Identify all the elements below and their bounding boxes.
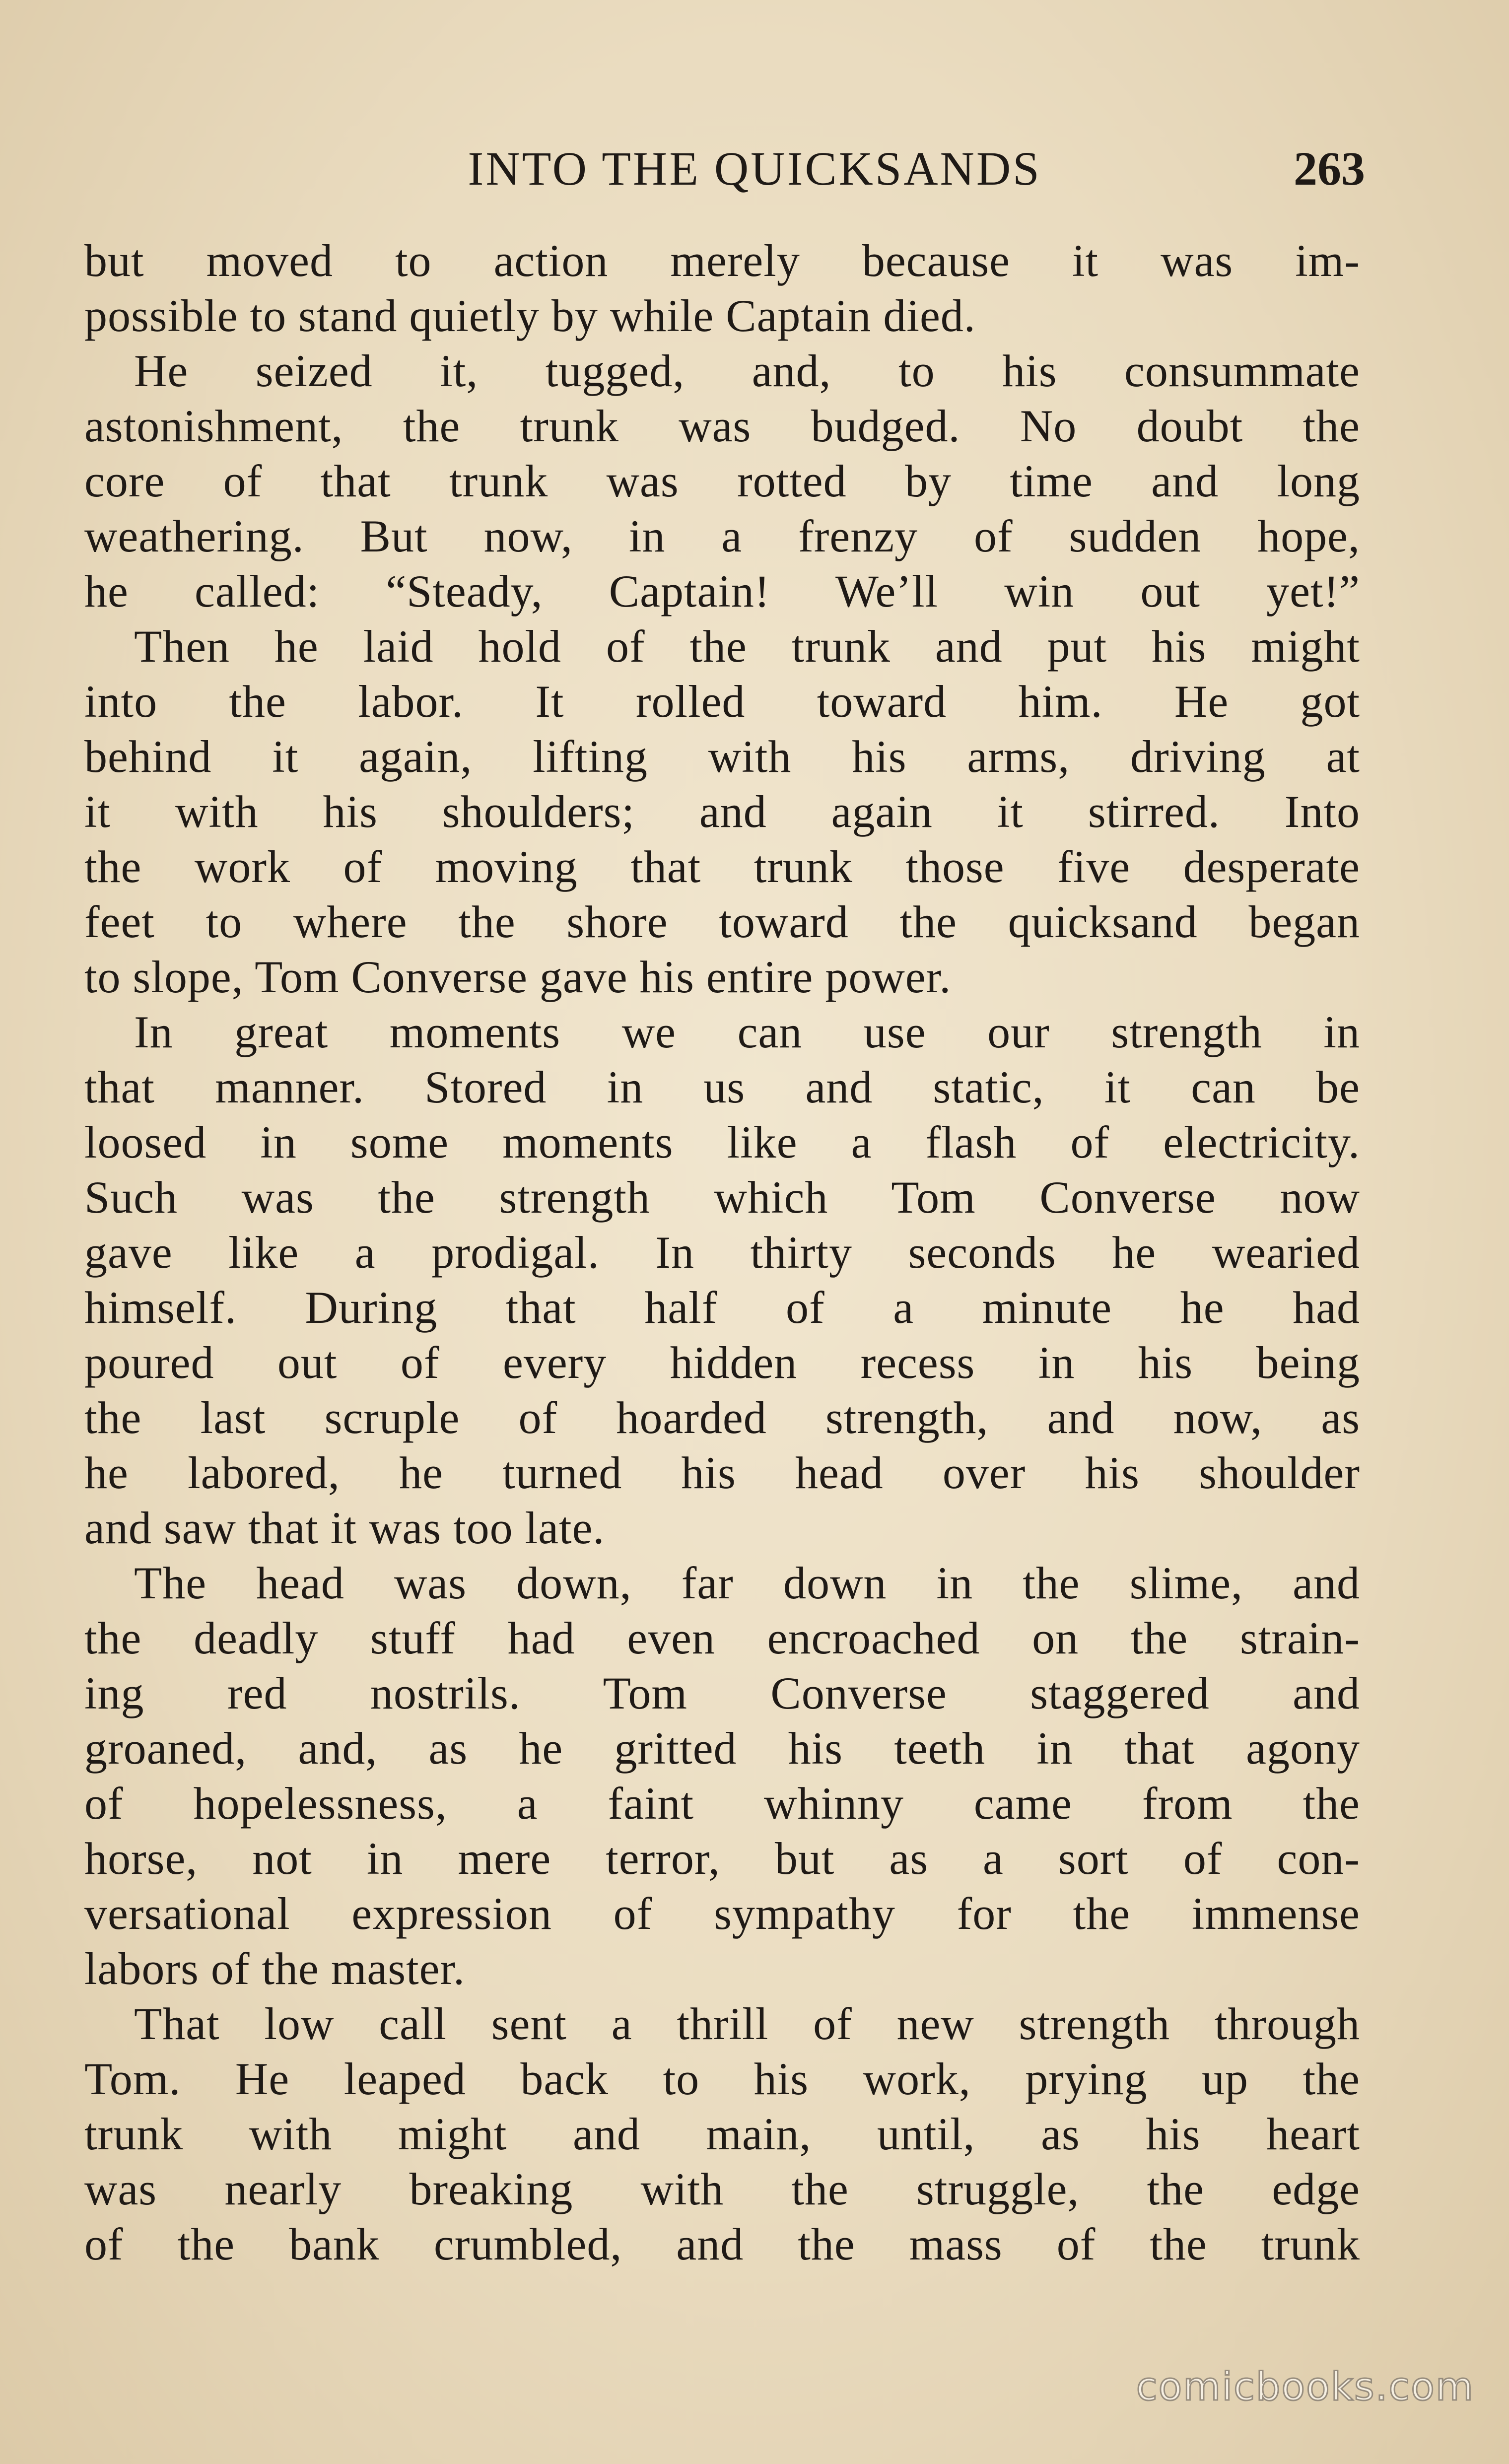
text-line: he labored, he turned his head over his shoulder bbox=[84, 1447, 1360, 1498]
text-line: into the labor. It rolled toward him. He got bbox=[84, 676, 1360, 727]
text-line: possible to stand quietly by while Captain died. bbox=[84, 290, 976, 341]
text-line: gave like a prodigal. In thirty seconds he wearied bbox=[84, 1227, 1360, 1278]
text-line: groaned, and, as he gritted his teeth in that agony bbox=[84, 1723, 1360, 1774]
text-line: versational expression of sympathy for the immense bbox=[84, 1888, 1360, 1939]
text-line: In great moments we can use our strength in bbox=[134, 1007, 1360, 1057]
text-line: poured out of every hidden recess in his being bbox=[84, 1337, 1360, 1388]
text-line: behind it again, lifting with his arms, driving at bbox=[84, 731, 1360, 782]
text-line: that manner. Stored in us and static, it can be bbox=[84, 1062, 1360, 1112]
text-line: Then he laid hold of the trunk and put his might bbox=[134, 621, 1360, 672]
text-line: The head was down, far down in the slime, and bbox=[134, 1558, 1360, 1608]
text-line: himself. During that half of a minute he had bbox=[84, 1282, 1360, 1333]
text-line: it with his shoulders; and again it stirred. Into bbox=[84, 786, 1360, 837]
page-number: 263 bbox=[1294, 142, 1365, 195]
text-line: and saw that it was too late. bbox=[84, 1503, 605, 1553]
text-line: but moved to action merely because it was im- bbox=[84, 235, 1360, 286]
text-line: That low call sent a thrill of new strength through bbox=[134, 1998, 1360, 2049]
text-line: Such was the strength which Tom Converse now bbox=[84, 1172, 1360, 1223]
text-line: astonishment, the trunk was budged. No doubt the bbox=[84, 401, 1360, 451]
text-line: Tom. He leaped back to his work, prying up the bbox=[84, 2053, 1360, 2104]
text-line: trunk with might and main, until, as his heart bbox=[84, 2109, 1360, 2159]
text-line: loosed in some moments like a flash of electricity. bbox=[84, 1117, 1360, 1167]
text-line: horse, not in mere terror, but as a sort of con- bbox=[84, 1833, 1360, 1884]
text-line: core of that trunk was rotted by time and long bbox=[84, 456, 1360, 506]
text-line: feet to where the shore toward the quicksand began bbox=[84, 896, 1360, 947]
text-line: weathering. But now, in a frenzy of sudden hope, bbox=[84, 511, 1360, 561]
text-line: the deadly stuff had even encroached on the strain- bbox=[84, 1613, 1360, 1663]
watermark: comicbooks.com bbox=[1136, 2365, 1474, 2409]
body-text bbox=[84, 233, 1360, 2272]
text-line: to slope, Tom Converse gave his entire power. bbox=[84, 952, 952, 1002]
text-line: He seized it, tugged, and, to his consummate bbox=[134, 345, 1360, 396]
text-line: he called: “Steady, Captain! We’ll win out yet!” bbox=[84, 566, 1360, 616]
text-line: the last scruple of hoarded strength, and now, as bbox=[84, 1392, 1360, 1443]
text-line: of the bank crumbled, and the mass of the trunk bbox=[84, 2219, 1360, 2269]
text-line: labors of the master. bbox=[84, 1943, 466, 1994]
text-line: was nearly breaking with the struggle, the edge bbox=[84, 2164, 1360, 2214]
running-title: INTO THE QUICKSANDS bbox=[468, 142, 1041, 195]
text-line: ing red nostrils. Tom Converse staggered and bbox=[84, 1668, 1360, 1718]
page-header bbox=[0, 134, 1509, 204]
text-line: of hopelessness, a faint whinny came from the bbox=[84, 1778, 1360, 1829]
text-line: the work of moving that trunk those five desperate bbox=[84, 841, 1360, 892]
